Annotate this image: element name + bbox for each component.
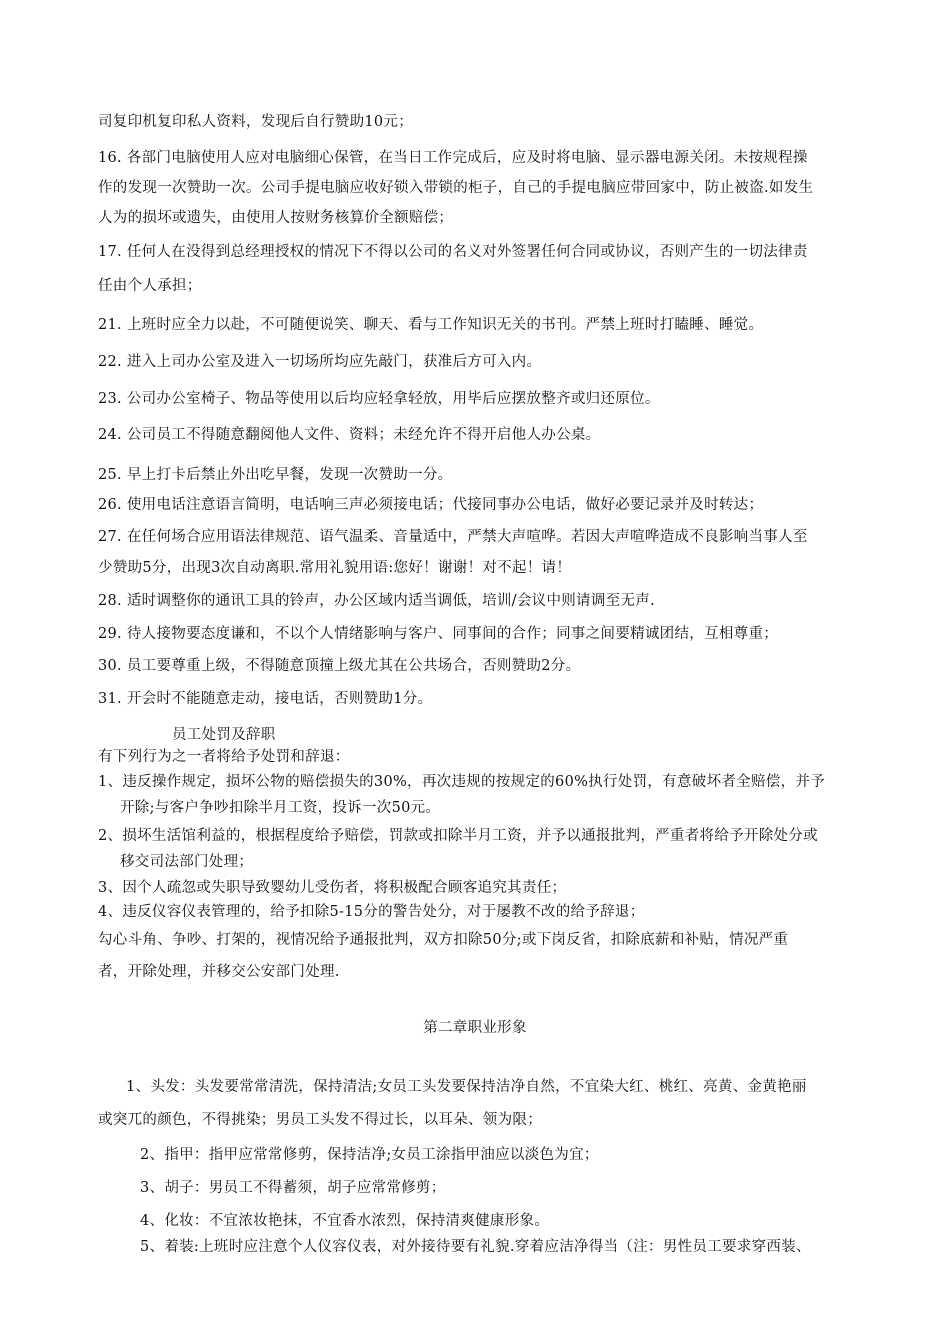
text-line: 5、着装:上班时应注意个人仪容仪表，对外接待要有礼貌.穿着应洁净得当（注：男性员工要求穿西装、 xyxy=(140,1239,811,1255)
text-line: 任由个人承担； xyxy=(98,278,202,294)
text-line: 2、指甲：指甲应常常修剪，保持洁净;女员工涂指甲油应以淡色为宜； xyxy=(140,1147,599,1163)
text-line: 有下列行为之一者将给予处罚和辞退： xyxy=(98,749,350,765)
text-line: 移交司法部门处理； xyxy=(120,854,254,870)
text-line: 1、头发：头发要常常清洗，保持清洁;女员工头发要保持洁净自然，不宜染大红、桃红、亮黄、金黄艳丽 xyxy=(126,1079,807,1095)
text-line: 21. 上班时应全力以赴，不可随便说笑、聊天、看与工作知识无关的书刊。严禁上班时打瞌睡、睡觉。 xyxy=(98,317,764,333)
text-line: 29. 待人接物要态度谦和，不以个人情绪影响与客户、同事间的合作；同事之间要精诚团结，互相尊重； xyxy=(98,626,779,642)
text-line: 3、胡子：男员工不得蓄须，胡子应常常修剪； xyxy=(140,1180,446,1196)
text-line: 勾心斗角、争吵、打架的，视情况给予通报批判，双方扣除50分;或下岗反省，扣除底薪和补贴，情况严重 xyxy=(98,932,789,948)
text-line: 25. 早上打卡后禁止外出吃早餐，发现一次赞助一分。 xyxy=(98,467,453,483)
text-line: 30. 员工要尊重上级，不得随意顶撞上级尤其在公共场合，否则赞助2分。 xyxy=(98,658,581,674)
text-line: 31. 开会时不能随意走动，接电话，否则赞助1分。 xyxy=(98,691,433,707)
text-line: 开除;与客户争吵扣除半月工资，投诉一次50元。 xyxy=(120,800,441,816)
text-line: 者，开除处理，并移交公安部门处理. xyxy=(98,964,340,980)
text-line: 26. 使用电话注意语言简明，电话响三声必须接电话；代接同事办公电话，做好必要记录并及时转达； xyxy=(98,497,764,513)
text-line: 24. 公司员工不得随意翻阅他人文件、资料；未经允许不得开启他人办公桌。 xyxy=(98,427,601,443)
text-line: 22. 进入上司办公室及进入一切场所均应先敲门，获准后方可入内。 xyxy=(98,354,542,370)
text-line: 27. 在任何场合应用语法律规范、语气温柔、音量适中，严禁大声喧哗。若因大声喧哗造成不良影响当事人至 xyxy=(98,529,808,545)
text-line: 28. 适时调整你的通讯工具的铃声，办公区域内适当调低，培训/会议中则请调至无声. xyxy=(98,593,655,609)
text-line: 人为的损坏或遗失，由使用人按财务核算价全额赔偿； xyxy=(98,210,454,226)
text-line: 3、因个人疏忽或失职导致婴幼儿受伤者，将积极配合顾客追究其责任； xyxy=(98,880,567,896)
section-heading: 员工处罚及辞职 xyxy=(172,727,276,743)
text-line: 23. 公司办公室椅子、物品等使用以后均应轻拿轻放，用毕后应摆放整齐或归还原位。 xyxy=(98,391,660,407)
text-line: 17. 任何人在没得到总经理授权的情况下不得以公司的名义对外签署任何合同或协议，否则产生的一切法律责 xyxy=(98,244,808,260)
text-line: 少赞助5分，出现3次自动离职.常用礼貌用语:您好！谢谢！对不起！请！ xyxy=(98,560,572,576)
text-line: 4、违反仪容仪表管理的，给予扣除5-15分的警告处分，对于屡教不改的给予辞退； xyxy=(98,904,645,920)
text-line: 作的发现一次赞助一次。公司手提电脑应收好锁入带锁的柜子，自己的手提电脑应带回家中，防止被盗.如发生 xyxy=(98,180,814,196)
text-line: 16. 各部门电脑使用人应对电脑细心保管，在当日工作完成后，应及时将电脑、显示器电源关闭。未按规程操 xyxy=(98,150,808,166)
text-line: 司复印机复印私人资料，发现后自行赞助10元； xyxy=(98,114,414,130)
text-line: 或突兀的颜色，不得挑染；男员工头发不得过长，以耳朵、领为限； xyxy=(98,1112,542,1128)
chapter-title: 第二章职业形象 xyxy=(423,1020,527,1036)
text-line: 4、化妆：不宜浓妆艳抹，不宜香水浓烈，保持清爽健康形象。 xyxy=(140,1213,550,1229)
text-line: 2、损坏生活馆利益的，根据程度给予赔偿，罚款或扣除半月工资，并予以通报批判，严重者将给予开除处分或 xyxy=(98,828,818,844)
text-line: 1、违反操作规定，损坏公物的赔偿损失的30%，再次违规的按规定的60%执行处罚，有意破坏者全赔偿，并予 xyxy=(98,774,825,790)
